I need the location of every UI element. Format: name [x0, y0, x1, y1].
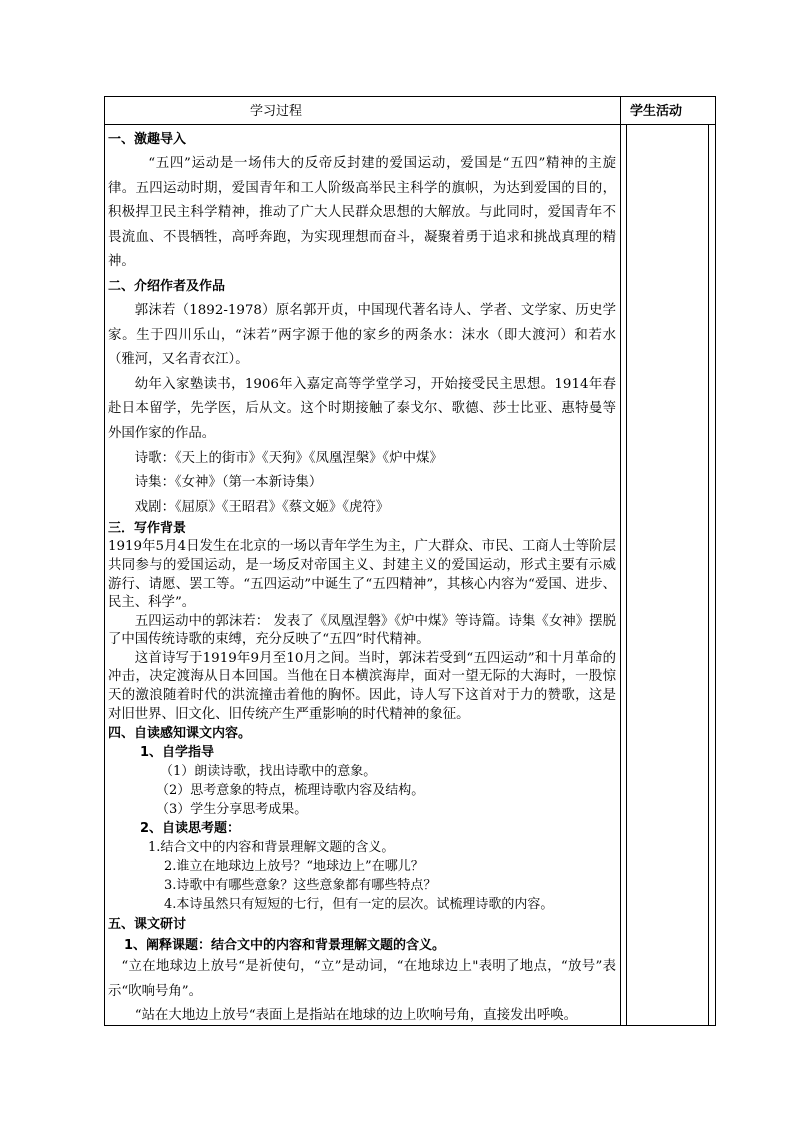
works-drama: 戏剧：《屈原》《王昭君》《蔡文姬》《虎符》 — [134, 499, 390, 515]
topic-explanation-paragraph-2: “站在大地边上放号“表面上是指站在地球的边上吹响号角，直接发出呼唤。 — [134, 1008, 577, 1024]
section-1-title: 一、激趣导入 — [108, 132, 187, 147]
learning-process-content — [108, 128, 616, 1029]
activity-cell-inner-right — [708, 124, 709, 1026]
activity-cell-inner-left — [626, 124, 627, 1026]
question-3: 3.诗歌中有哪些意象？这些意象都有哪些特点？ — [164, 878, 437, 894]
author-intro-paragraph: 郭沫若（1892-1978）原名郭开贞，中国现代著名诗人、学者、文学家、历史学家。生于四川乐山，“沫若”两字源于他的家乡的两条水：沫水（即大渡河）和若水（雅河，又名青衣江）。 — [108, 302, 616, 368]
self-study-guide-title: 1、自学指导 — [140, 745, 215, 761]
self-study-questions-title: 2、自读思考题： — [140, 821, 241, 837]
table-right-border — [715, 96, 716, 1026]
section-1-paragraph: “五四”运动是一场伟大的反帝反封建的爱国运动，爱国是“五四”精神的主旋律。五四运动时期，爱国青年和工人阶级高举民主科学的旗帜，为达到爱国的目的，积极捍卫民主科学精神，推动了广大人民群众思想的大解放。与此同时，爱国青年不畏流血、不畏牺牲，高呼奔跑，为实现理想而奋斗，凝聚着勇于追求和挑战真理的精神。 — [108, 156, 616, 270]
table-column-divider — [620, 96, 621, 1026]
section-4-title: 四、自读感知课文内容。 — [108, 726, 252, 742]
table-left-border — [104, 96, 105, 1026]
topic-explanation-title: 1、阐释课题：结合文中的内容和背景理解文题的含义。 — [124, 938, 446, 954]
question-2: 2.谁立在地球边上放号？“地球边上”在哪儿？ — [164, 859, 424, 875]
guide-item-2: （2）思考意象的特点，梳理诗歌内容及结构。 — [156, 783, 425, 799]
column-header-process: 学习过程 — [250, 104, 303, 119]
column-header-activity: 学生活动 — [630, 104, 683, 119]
background-paragraph-2: 五四运动中的郭沫若： 发表了《凤凰涅磐》《炉中煤》等诗篇。诗集《女神》摆脱了中国传统诗歌的束缚，充分反映了“五四”时代精神。 — [108, 613, 616, 648]
section-3-title: 三．写作背景 — [108, 521, 187, 537]
question-4: 4.本诗虽然只有短短的七行，但有一定的层次。试梳理诗歌的内容。 — [164, 897, 554, 913]
background-paragraph-1: 1919年5月4日发生在北京的一场以青年学生为主，广大群众、市民、工商人士等阶层共同参与的爱国运动，是一场反对帝国主义、封建主义的爱国运动，形式主要有示威游行、请愿、罢工等。“五四运动”中诞生了“五四精神”，其核心内容为“爱国、进步、民主、科学”。 — [108, 539, 616, 611]
author-life-paragraph: 幼年入家塾读书，1906年入嘉定高等学堂学习，开始接受民主思想。1914年春赴日本留学，先学医，后从文。这个时期接触了泰戈尔、歌德、莎士比亚、惠特曼等外国作家的作品。 — [108, 376, 616, 441]
section-5-title: 五、课文研讨 — [108, 917, 187, 933]
guide-item-1: （1）朗读诗歌，找出诗歌中的意象。 — [160, 764, 377, 780]
question-1: 1.结合文中的内容和背景理解文题的含义。 — [148, 840, 395, 856]
works-poetry: 诗歌：《天上的街市》《天狗》《凤凰涅槃》《炉中煤》 — [134, 450, 443, 466]
guide-item-3: （3）学生分享思考成果。 — [156, 802, 308, 818]
background-paragraph-3: 这首诗写于1919年9月至10月之间。当时，郭沫若受到“五四运动”和十月革命的冲击，决定渡海从日本回国。当他在日本横滨海岸，面对一望无际的大海时，一股惊天的激浪随着时代的洪流撞击着他的胸怀。因此，诗人写下这首对于力的赞歌，这是对旧世界、旧文化、旧传统产生严重影响的时代精神的象征。 — [108, 650, 616, 722]
table-top-border — [104, 96, 716, 97]
table-header-border — [104, 124, 716, 125]
section-2-title: 二、介绍作者及作品 — [108, 278, 226, 294]
topic-explanation-paragraph-1: “立在地球边上放号“是祈使句，“立”是动词，“在地球边上"表明了地点，“放号”表示“吹响号角”。 — [108, 959, 616, 999]
works-collection: 诗集：《女神》（第一本新诗集） — [134, 475, 323, 491]
